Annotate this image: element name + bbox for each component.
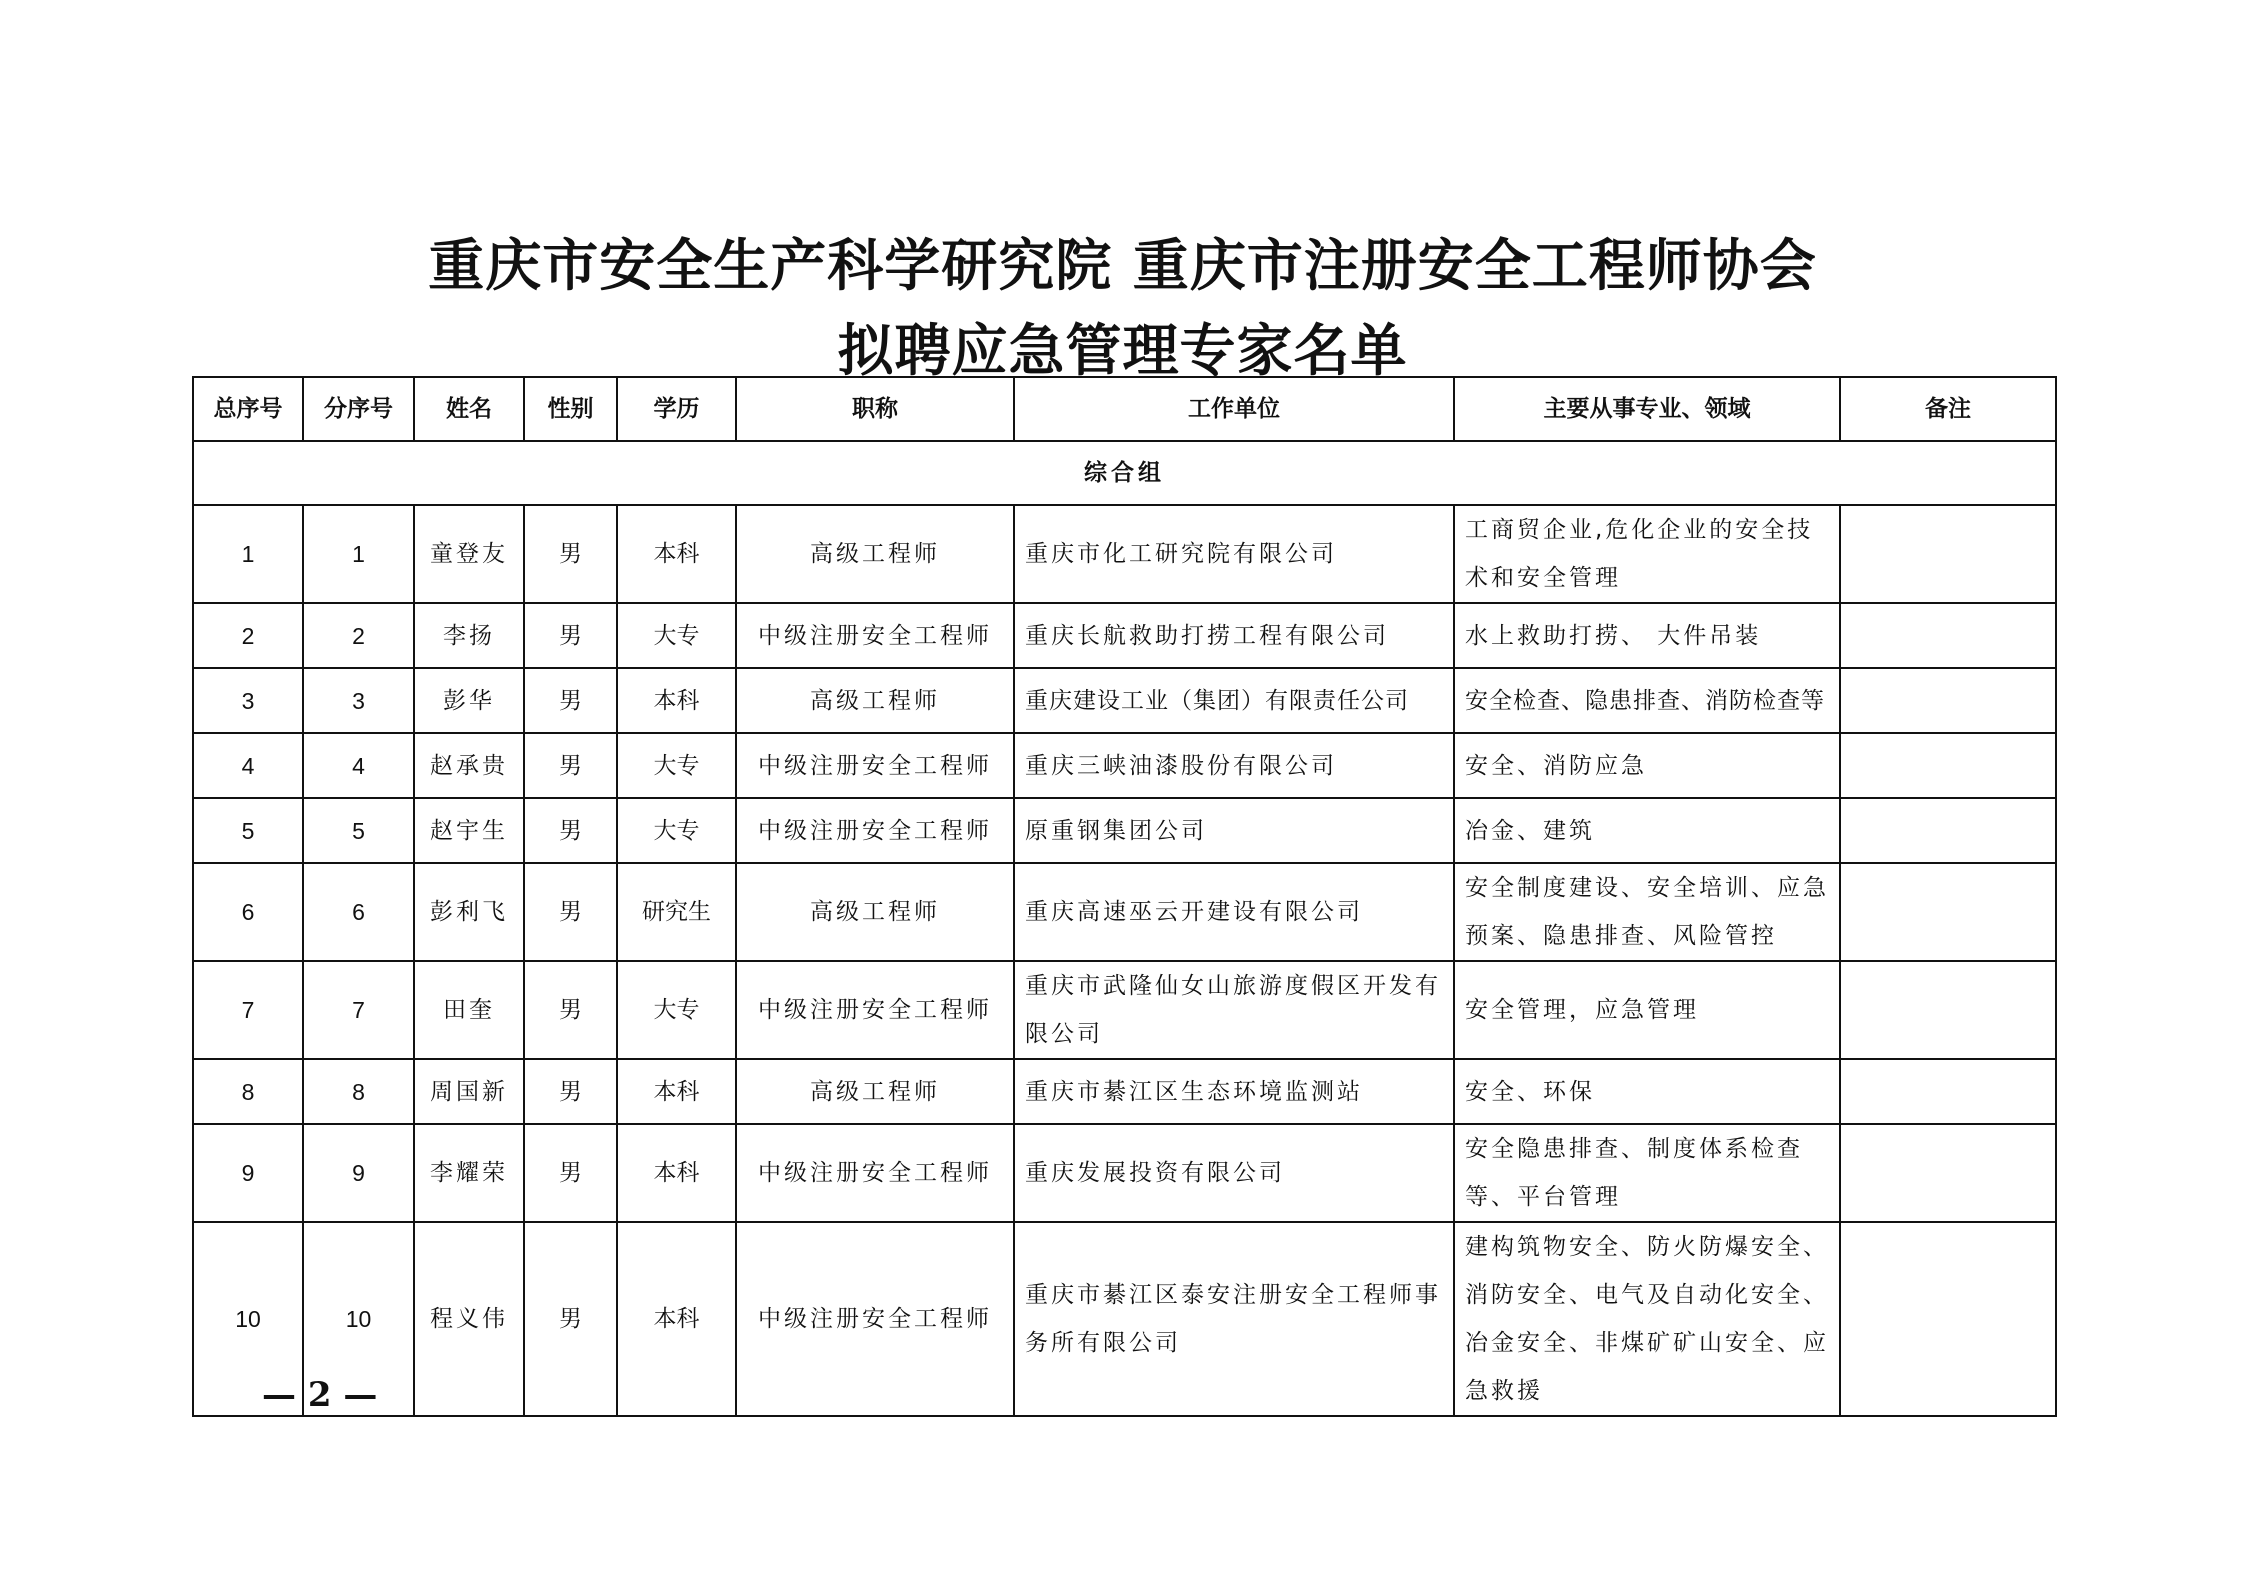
table-row — [193, 1124, 2056, 1222]
total-index-cell: 10 — [193, 1222, 303, 1416]
gender-cell: 男 — [524, 1124, 617, 1222]
work-unit-text: 重庆建设工业（集团）有限责任公司 — [1025, 687, 1409, 714]
gender-cell: 男 — [524, 1222, 617, 1416]
header-sub-index: 分序号 — [303, 377, 414, 441]
education-cell: 大专 — [617, 798, 736, 863]
field-cell — [1454, 961, 1840, 1059]
gender-cell: 男 — [524, 603, 617, 668]
sub-index-cell: 8 — [303, 1059, 414, 1124]
work-unit-cell — [1014, 1124, 1454, 1222]
name-text: 周国新 — [430, 1078, 508, 1105]
table-row — [193, 863, 2056, 961]
note-cell — [1840, 1059, 2056, 1124]
field-cell — [1454, 1059, 1840, 1124]
name-text: 童登友 — [430, 541, 508, 567]
education-cell: 研究生 — [617, 863, 736, 961]
work-unit-text: 重庆市綦江区生态环境监测站 — [1025, 1078, 1363, 1105]
total-index-cell: 1 — [193, 505, 303, 603]
field-text: 安全检查、隐患排查、消防检查等 — [1465, 687, 1825, 714]
field-text: 安全、消防应急 — [1465, 752, 1647, 779]
group-row — [193, 441, 2056, 505]
field-text: 安全、环保 — [1465, 1078, 1595, 1105]
title-cell — [736, 961, 1014, 1059]
title-cell — [736, 505, 1014, 603]
field-cell — [1454, 668, 1840, 733]
note-cell — [1840, 863, 2056, 961]
total-index-cell: 7 — [193, 961, 303, 1059]
work-unit-cell — [1014, 1222, 1454, 1416]
work-unit-text: 重庆发展投资有限公司 — [1025, 1160, 1285, 1186]
note-cell — [1840, 505, 2056, 603]
total-index-cell: 4 — [193, 733, 303, 798]
work-unit-text: 重庆市化工研究院有限公司 — [1025, 541, 1337, 567]
name-text: 李扬 — [443, 622, 495, 649]
name-text: 赵承贵 — [430, 752, 508, 779]
education-cell: 本科 — [617, 505, 736, 603]
title-cell — [736, 668, 1014, 733]
total-index-cell: 5 — [193, 798, 303, 863]
note-cell — [1840, 798, 2056, 863]
name-text: 李耀荣 — [430, 1160, 508, 1186]
title-text: 中级注册安全工程师 — [758, 997, 992, 1023]
field-text: 安全隐患排查、制度体系检查等、平台管理 — [1465, 1136, 1803, 1210]
group-label: 综合组 — [193, 441, 2056, 505]
title-text: 高级工程师 — [810, 541, 940, 567]
education-cell: 本科 — [617, 668, 736, 733]
field-cell — [1454, 798, 1840, 863]
expert-roster-table — [192, 376, 2057, 1417]
table-row — [193, 1059, 2056, 1124]
gender-cell: 男 — [524, 1059, 617, 1124]
header-title: 职称 — [736, 377, 1014, 441]
title-text: 中级注册安全工程师 — [758, 1306, 992, 1332]
name-cell — [414, 961, 524, 1059]
work-unit-cell — [1014, 603, 1454, 668]
header-gender: 性别 — [524, 377, 617, 441]
header-education: 学历 — [617, 377, 736, 441]
field-cell — [1454, 603, 1840, 668]
header-total-index: 总序号 — [193, 377, 303, 441]
title-text: 高级工程师 — [810, 899, 940, 925]
work-unit-cell — [1014, 668, 1454, 733]
gender-cell: 男 — [524, 863, 617, 961]
name-cell — [414, 1059, 524, 1124]
gender-cell: 男 — [524, 798, 617, 863]
work-unit-text: 重庆市武隆仙女山旅游度假区开发有限公司 — [1025, 973, 1441, 1047]
title-text: 中级注册安全工程师 — [758, 622, 992, 649]
document-title-line-1: 重庆市安全生产科学研究院 重庆市注册安全工程师协会 — [428, 234, 1817, 299]
note-cell — [1840, 733, 2056, 798]
work-unit-cell — [1014, 798, 1454, 863]
title-cell — [736, 1222, 1014, 1416]
field-text: 水上救助打捞、 大件吊装 — [1465, 622, 1762, 649]
work-unit-text: 重庆长航救助打捞工程有限公司 — [1025, 622, 1389, 649]
table-row — [193, 603, 2056, 668]
education-cell: 大专 — [617, 733, 736, 798]
work-unit-cell — [1014, 505, 1454, 603]
total-index-cell: 6 — [193, 863, 303, 961]
table-row — [193, 961, 2056, 1059]
total-index-cell: 2 — [193, 603, 303, 668]
gender-cell: 男 — [524, 961, 617, 1059]
sub-index-cell: 3 — [303, 668, 414, 733]
field-cell — [1454, 505, 1840, 603]
total-index-cell: 9 — [193, 1124, 303, 1222]
gender-cell: 男 — [524, 668, 617, 733]
education-cell: 大专 — [617, 603, 736, 668]
name-cell — [414, 863, 524, 961]
header-name: 姓名 — [414, 377, 524, 441]
work-unit-cell — [1014, 863, 1454, 961]
name-cell — [414, 1222, 524, 1416]
table-row — [193, 798, 2056, 863]
work-unit-text: 重庆三峡油漆股份有限公司 — [1025, 752, 1337, 779]
education-cell: 本科 — [617, 1222, 736, 1416]
name-cell — [414, 505, 524, 603]
note-cell — [1840, 1222, 2056, 1416]
field-text: 安全制度建设、安全培训、应急预案、隐患排查、风险管控 — [1465, 875, 1829, 949]
title-text: 高级工程师 — [810, 1078, 940, 1105]
sub-index-cell: 5 — [303, 798, 414, 863]
sub-index-cell: 1 — [303, 505, 414, 603]
work-unit-cell — [1014, 733, 1454, 798]
header-field: 主要从事专业、领域 — [1454, 377, 1840, 441]
work-unit-cell — [1014, 961, 1454, 1059]
note-cell — [1840, 961, 2056, 1059]
name-text: 赵宇生 — [430, 817, 508, 844]
sub-index-cell: 10 — [303, 1222, 414, 1416]
sub-index-cell: 9 — [303, 1124, 414, 1222]
gender-cell: 男 — [524, 733, 617, 798]
title-cell — [736, 603, 1014, 668]
note-cell — [1840, 1124, 2056, 1222]
field-cell — [1454, 733, 1840, 798]
education-cell: 本科 — [617, 1124, 736, 1222]
total-index-cell: 3 — [193, 668, 303, 733]
name-cell — [414, 798, 524, 863]
title-cell — [736, 733, 1014, 798]
title-cell — [736, 1124, 1014, 1222]
table-row — [193, 668, 2056, 733]
work-unit-cell — [1014, 1059, 1454, 1124]
name-text: 彭利飞 — [430, 899, 508, 925]
name-text: 田奎 — [443, 997, 495, 1023]
gender-cell: 男 — [524, 505, 617, 603]
field-cell — [1454, 863, 1840, 961]
sub-index-cell: 6 — [303, 863, 414, 961]
work-unit-text: 原重钢集团公司 — [1025, 817, 1207, 844]
header-note: 备注 — [1840, 377, 2056, 441]
name-cell — [414, 733, 524, 798]
field-text: 工商贸企业,危化企业的安全技术和安全管理 — [1465, 517, 1814, 591]
work-unit-text: 重庆市綦江区泰安注册安全工程师事务所有限公司 — [1025, 1282, 1441, 1356]
education-cell: 本科 — [617, 1059, 736, 1124]
field-text: 冶金、建筑 — [1465, 817, 1595, 844]
education-cell: 大专 — [617, 961, 736, 1059]
title-text: 高级工程师 — [810, 687, 940, 714]
sub-index-cell: 7 — [303, 961, 414, 1059]
table-row — [193, 1222, 2056, 1416]
title-cell — [736, 798, 1014, 863]
field-text: 建构筑物安全、防火防爆安全、消防安全、电气及自动化安全、冶金安全、非煤矿矿山安全、应急救援 — [1465, 1234, 1829, 1404]
document-title-line-2: 拟聘应急管理专家名单 — [837, 319, 1408, 384]
sub-index-cell: 2 — [303, 603, 414, 668]
note-cell — [1840, 668, 2056, 733]
name-text: 程义伟 — [430, 1306, 508, 1332]
table-row — [193, 505, 2056, 603]
note-cell — [1840, 603, 2056, 668]
header-work-unit: 工作单位 — [1014, 377, 1454, 441]
name-cell — [414, 668, 524, 733]
title-cell — [736, 1059, 1014, 1124]
field-cell — [1454, 1222, 1840, 1416]
name-cell — [414, 603, 524, 668]
table-row — [193, 733, 2056, 798]
header-row — [193, 377, 2056, 441]
title-text: 中级注册安全工程师 — [758, 752, 992, 779]
name-text: 彭华 — [443, 687, 495, 714]
name-cell — [414, 1124, 524, 1222]
sub-index-cell: 4 — [303, 733, 414, 798]
title-text: 中级注册安全工程师 — [758, 817, 992, 844]
title-text: 中级注册安全工程师 — [758, 1160, 992, 1186]
field-cell — [1454, 1124, 1840, 1222]
page-number: — 2 — — [262, 1375, 378, 1415]
field-text: 安全管理，应急管理 — [1465, 997, 1699, 1023]
total-index-cell: 8 — [193, 1059, 303, 1124]
work-unit-text: 重庆高速巫云开建设有限公司 — [1025, 899, 1363, 925]
title-cell — [736, 863, 1014, 961]
